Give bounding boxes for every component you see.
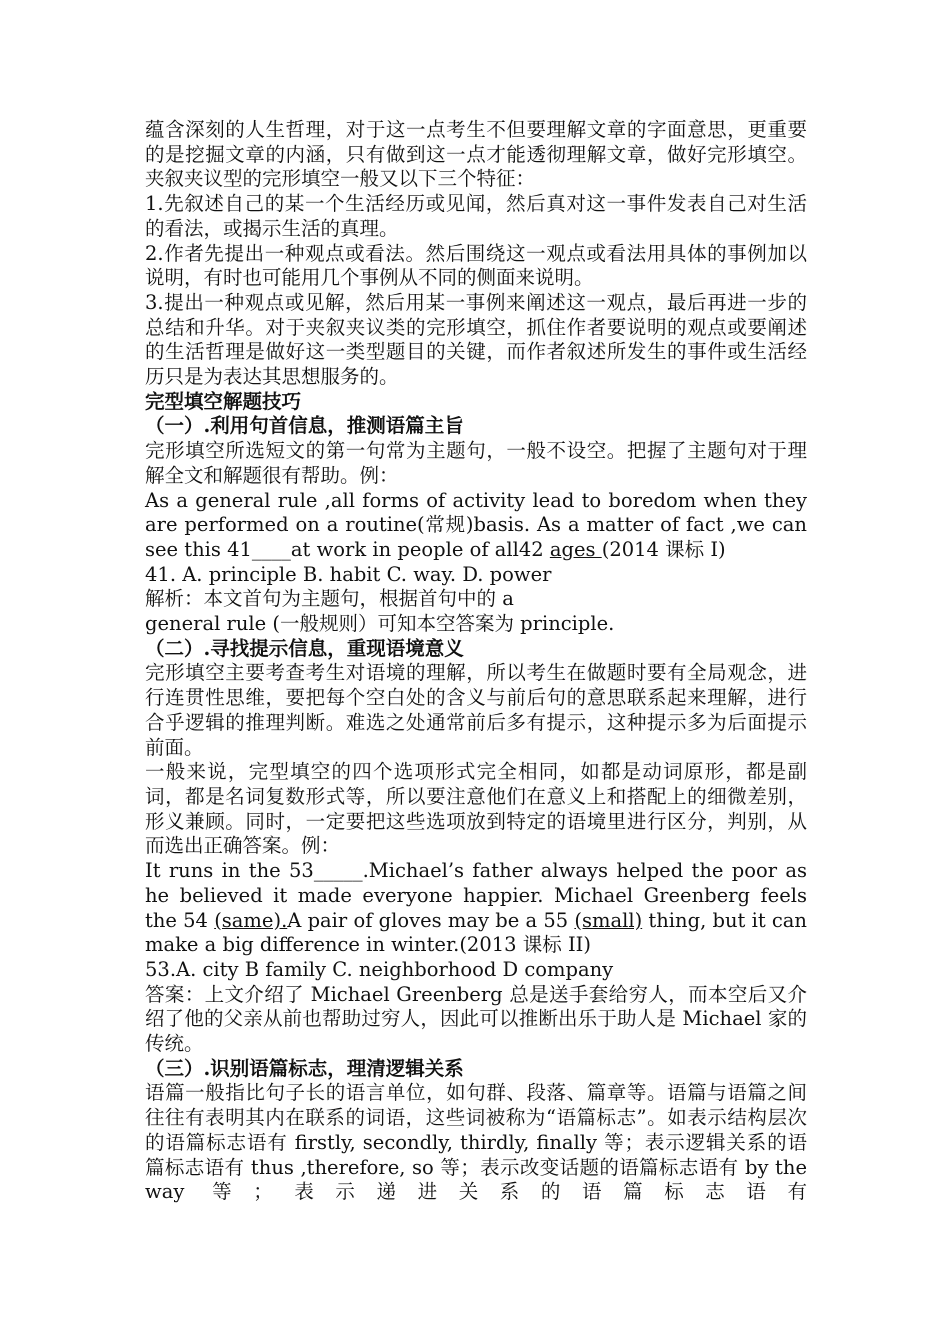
section-2-paragraph-2: 一般来说，完型填空的四个选项形式完全相同，如都是动词原形，都是副词，都是名词复数形式等，所以要注意他们在意义上和搭配上的细微差别，形义兼顾。同时，一定要把这些选项放到特定的语境里进行区分，判别，从而选出正确答案。例：: [145, 760, 807, 858]
feature-1: 1.先叙述自己的某一个生活经历或见闻，然后真对这一事件发表自己对生活的看法，或揭示生活的真理。: [145, 192, 807, 240]
section-3-heading: （三）.识别语篇标志，理清逻辑关系: [145, 1056, 464, 1080]
section-1-example: [145, 489, 807, 563]
section-1-paragraph: 完形填空所选短文的第一句常为主题句，一般不设空。把握了主题句对于理解全文和解题很有帮助。例：: [145, 439, 807, 487]
example-text: As a general rule ,all forms of activity lead to boredom when they are performed on a routine(常规)basis. As a matter of fact ,we can see this 41____at work in people of all42: [145, 488, 807, 561]
underlined-answer: ages: [549, 537, 602, 561]
intro-paragraph: 蕴含深刻的人生哲理，对于这一点考生不但要理解文章的字面意思，更重要的是挖掘文章的内涵，只有做到这一点才能透彻理解文章，做好完形填空。夹叙夹议型的完形填空一般又以下三个特征：: [145, 118, 807, 191]
document-page: [145, 118, 807, 1205]
section-2-paragraph-1: 完形填空主要考查考生对语境的理解，所以考生在做题时要有全局观念，进行连贯性思维，要把每个空白处的含义与前后句的意思联系起来理解，进行合乎逻辑的推理判断。难选之处通常前后多有提示，这种提示多为后面提示前面。: [145, 661, 807, 759]
section-1-analysis-line-1: 解析：本文首句为主题句，根据首句中的 a: [145, 587, 514, 611]
underlined-answer: (same).: [214, 908, 288, 932]
main-heading: 完型填空解题技巧: [145, 389, 302, 413]
example-text: It runs in the 53_____.Michael’s father always helped the poor as he believed it made everyone happier. Michael Greenberg feels the 54: [145, 859, 807, 932]
underlined-answer: (small): [574, 908, 643, 932]
section-2-heading: （二）.寻找提示信息，重现语境意义: [145, 636, 464, 660]
section-1-heading: （一）.利用句首信息，推测语篇主旨: [145, 414, 464, 438]
section-1-options: 41. A. principle B. habit C. way. D. power: [145, 562, 552, 586]
section-2-answer: 答案：上文介绍了 Michael Greenberg 总是送手套给穷人，而本空后又介绍了他的父亲从前也帮助过穷人，因此可以推断出乐于助人是 Michael 家的传统。: [145, 982, 807, 1056]
feature-2: 2.作者先提出一种观点或看法。然后围绕这一观点或看法用具体的事例加以说明，有时也可能用几个事例从不同的侧面来说明。: [145, 241, 807, 290]
section-1-analysis-line-2: general rule (一般规则）可知本空答案为 principle.: [145, 612, 615, 636]
example-source: (2014 课标 I): [601, 537, 726, 561]
section-2-options: 53.A. city B family C. neighborhood D company: [145, 957, 614, 981]
section-2-example: [145, 859, 807, 958]
example-text: thing, but it can make a big difference in winter.(2013 课标 II): [145, 908, 807, 957]
section-3-paragraph: 语篇一般指比句子长的语言单位，如句群、段落、篇章等。语篇与语篇之间往往有表明其内在联系的词语，这些词被称为“语篇标志”。如表示结构层次的语篇标志语有 firstly, secondly, thirdly, finally 等；表示逻辑关系的语篇标志语有 thus ,therefore, so 等；表示改变话题的语篇标志语有 by the way 等；表示递进关系的语篇标志语有: [145, 1081, 807, 1204]
feature-3: 3.提出一种观点或见解，然后用某一事例来阐述这一观点，最后再进一步的总结和升华。对于夹叙夹议类的完形填空，抓住作者要说明的观点或要阐述的生活哲理是做好这一类型题目的关键，而作者叙述所发生的事件或生活经历只是为表达其思想服务的。: [145, 290, 807, 389]
example-text: A pair of gloves may be a 55: [287, 908, 575, 932]
